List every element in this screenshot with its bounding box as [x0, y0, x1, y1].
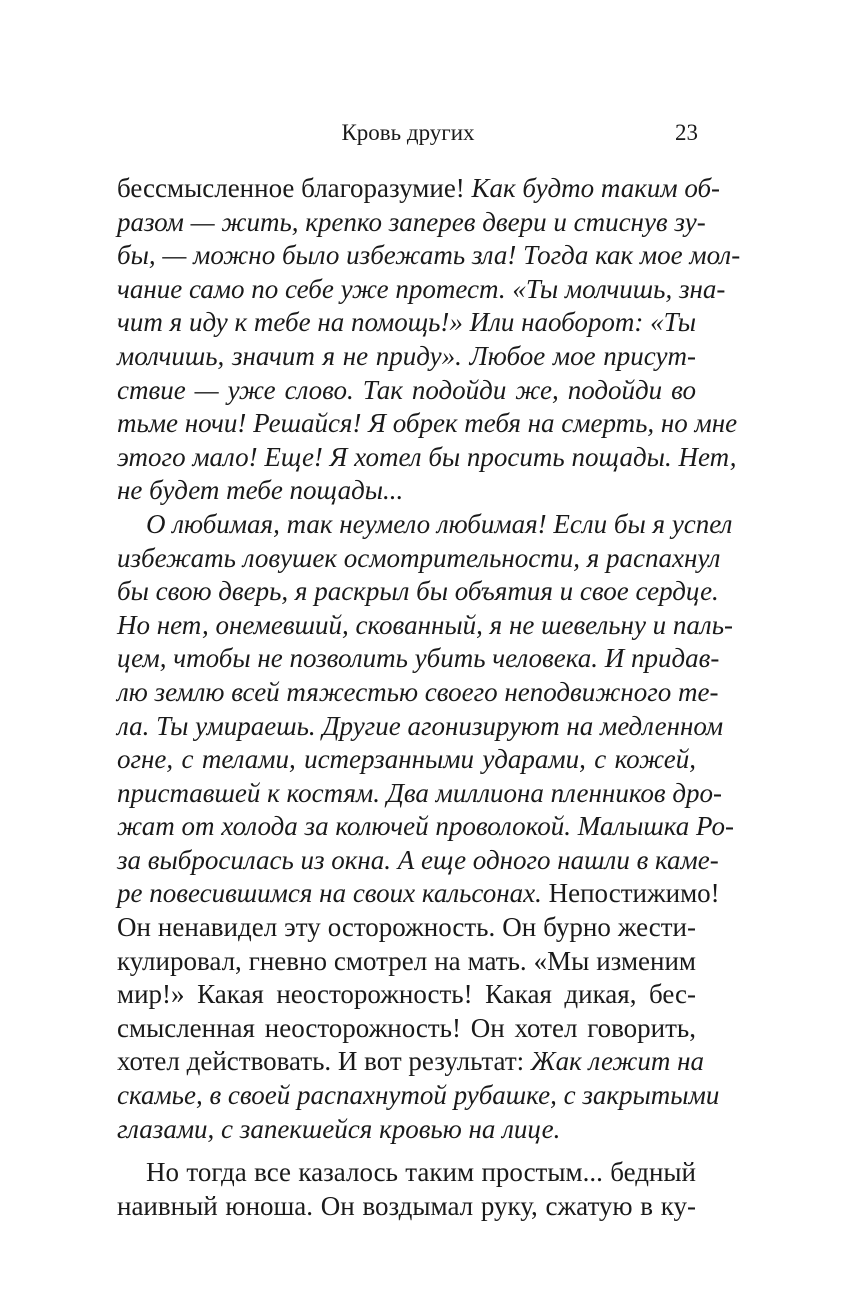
- text-line: наивный юноша. Он воздымал руку, сжатую в ку-: [117, 1190, 696, 1221]
- text-line: скамье, в своей распахнутой рубашке, с закрытыми: [117, 1080, 720, 1111]
- text-line: мир!» Какая неосторожность! Какая дикая, бес-: [117, 979, 696, 1010]
- page-number: 23: [675, 120, 698, 145]
- text-line: чит я иду к тебе на помощь!» Или наоборот: «Ты: [117, 307, 696, 338]
- text-line: этого мало! Еще! Я хотел бы просить пощады. Нет,: [117, 441, 737, 472]
- text-line: бы, — можно было избежать зла! Тогда как мое мол-: [117, 240, 741, 271]
- text-line: ре повесившимся на своих кальсонах. Непостижимо!: [117, 878, 720, 909]
- text-line: бы свою дверь, я раскрыл бы объятия и свое сердце.: [117, 576, 719, 607]
- text-line: ствие — уже слово. Так подойди же, подойди во: [117, 374, 696, 405]
- text-line: тьме ночи! Решайся! Я обрек тебя на смерть, но мне: [117, 408, 738, 439]
- text-line: чание само по себе уже протест. «Ты молчишь, зна-: [117, 273, 726, 304]
- text-line: Он ненавидел эту осторожность. Он бурно жести-: [117, 912, 696, 943]
- text-line: ла. Ты умираешь. Другие агонизируют на медленном: [117, 710, 724, 741]
- text-line: глазами, с запекшейся кровью на лице.: [117, 1113, 561, 1144]
- text-line: не будет тебе пощады...: [117, 475, 404, 506]
- text-line: Но тогда все казалось таким простым... бедный: [146, 1157, 696, 1188]
- text-line: лю землю всей тяжестью своего неподвижного те-: [117, 676, 719, 707]
- book-title: Кровь других: [341, 120, 475, 145]
- running-header: [118, 118, 698, 148]
- text-line: смысленная неосторожность! Он хотел говорить,: [117, 1012, 696, 1043]
- text-line: огне, с телами, истерзанными ударами, с кожей,: [117, 744, 696, 775]
- text-line: избежать ловушек осмотрительности, я распахнул: [117, 542, 721, 573]
- text-line: кулировал, гневно смотрел на мать. «Мы изменим: [117, 945, 696, 976]
- body-text: [117, 172, 741, 1223]
- text-line: хотел действовать. И вот результат: Жак лежит на: [117, 1046, 705, 1077]
- text-line: разом — жить, крепко заперев двери и стиснув зу-: [117, 206, 706, 237]
- text-line: за выбросилась из окна. А еще одного нашли в каме-: [117, 844, 719, 875]
- text-line: жат от холода за колючей проволокой. Малышка Ро-: [117, 811, 734, 842]
- text-line: приставшей к костям. Два миллиона пленников дро-: [117, 777, 723, 808]
- text-line: бессмысленное благоразумие! Как будто таким об-: [117, 173, 721, 203]
- text-line: молчишь, значит я не приду». Любое мое присут-: [117, 340, 696, 371]
- text-line: О любимая, так неумело любимая! Если бы я успел: [146, 508, 733, 539]
- text-line: цем, чтобы не позволить убить человека. И придав-: [117, 643, 720, 674]
- text-line: Но нет, онемевший, скованный, я не шевельну и паль-: [117, 609, 733, 640]
